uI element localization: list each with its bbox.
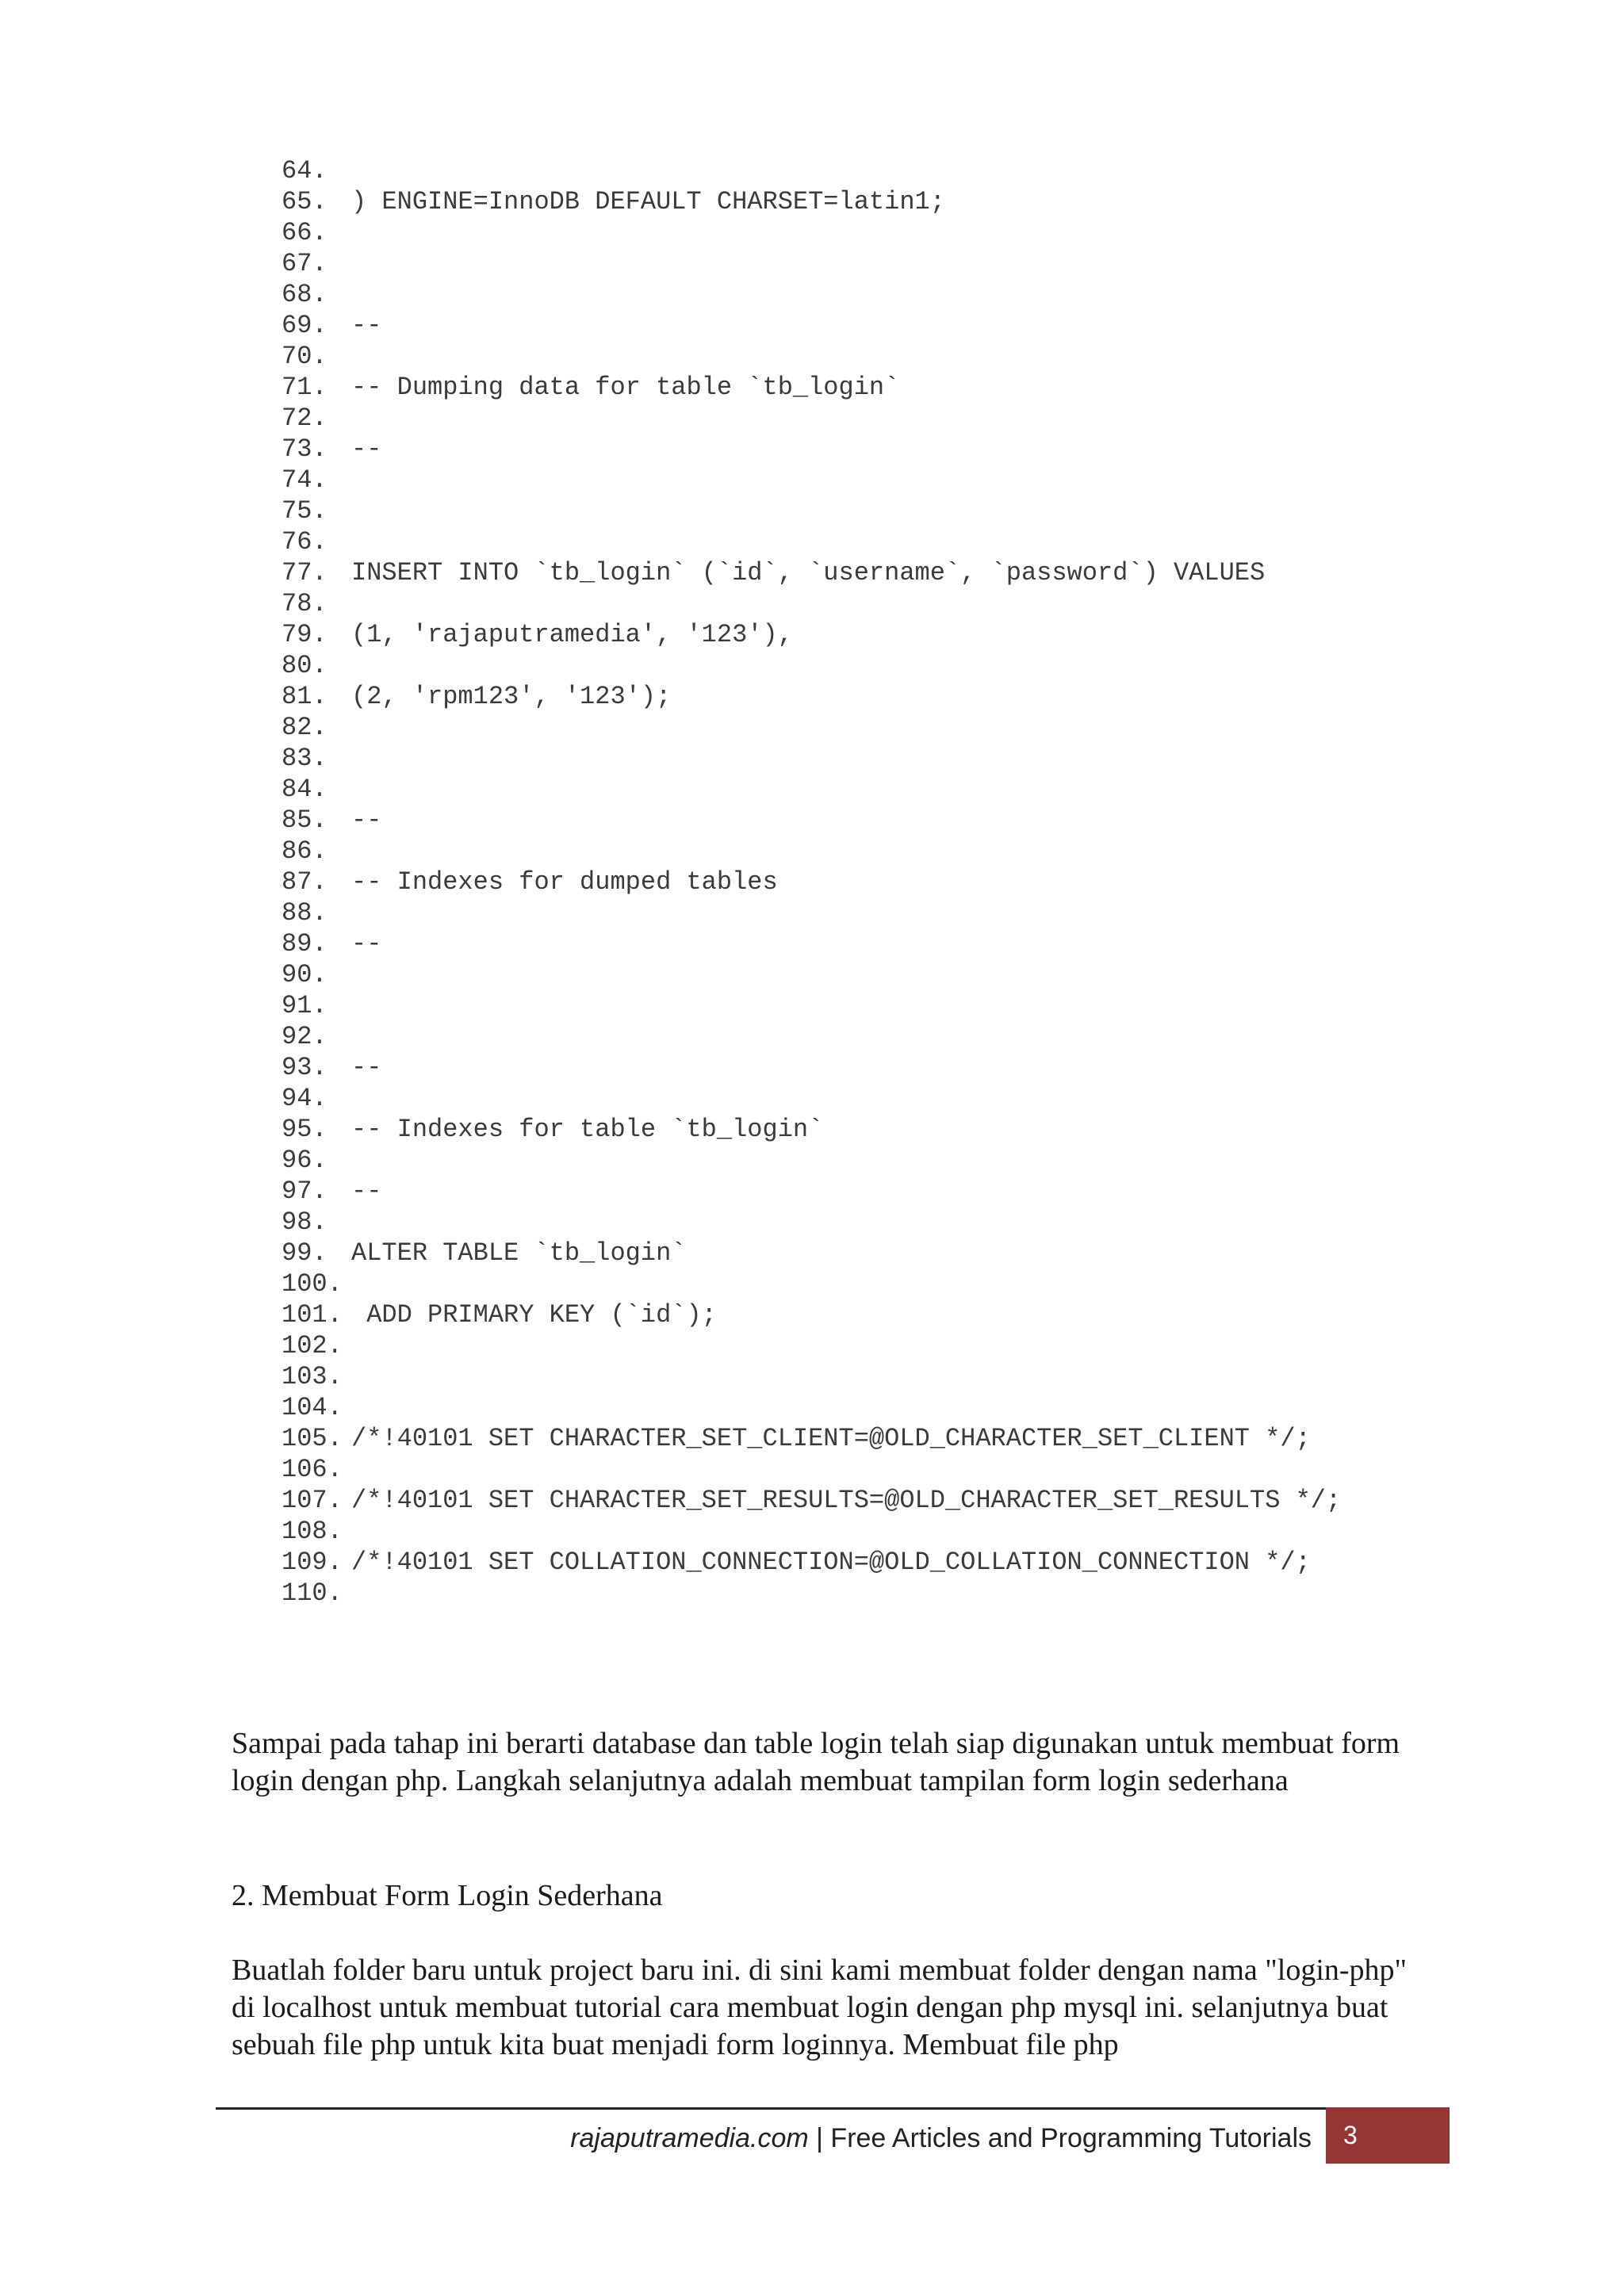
code-text: /*!40101 SET CHARACTER_SET_CLIENT=@OLD_CHARACTER_SET_CLIENT */; [351,1424,1311,1453]
code-line [282,1330,1341,1361]
code-line [282,681,1341,712]
line-number: 98. [282,1207,327,1237]
code-line [282,217,1341,248]
line-number: 97. [282,1177,327,1206]
code-line [282,403,1341,434]
line-number: 82. [282,713,327,742]
code-line [282,526,1341,557]
line-number: 78. [282,589,327,618]
line-number: 74. [282,465,327,495]
code-line [282,1361,1341,1392]
code-line [282,650,1341,681]
code-line [282,588,1341,619]
code-line [282,1392,1341,1423]
code-line [282,1145,1341,1176]
line-number: 72. [282,404,327,433]
code-text: ALTER TABLE `tb_login` [351,1238,687,1268]
line-number: 65. [282,187,327,216]
code-line [282,1516,1341,1547]
code-line [282,434,1341,465]
line-number: 110. [282,1578,343,1608]
code-line [282,712,1341,743]
code-line [282,836,1341,867]
code-text: -- Dumping data for table `tb_login` [351,373,900,402]
line-number: 105. [282,1424,343,1453]
code-text: ADD PRIMARY KEY (`id`); [351,1300,717,1330]
footer-text [570,2115,1312,2161]
code-line [282,279,1341,310]
code-line [282,774,1341,805]
line-number: 89. [282,929,327,959]
line-number: 64. [282,156,327,186]
line-number: 93. [282,1053,327,1082]
code-line [282,1176,1341,1207]
code-line [282,1269,1341,1299]
code-line [282,1207,1341,1238]
code-line [282,1578,1341,1609]
code-line [282,248,1341,279]
line-number: 81. [282,682,327,711]
code-text: INSERT INTO `tb_login` (`id`, `username`, `password`) VALUES [351,558,1266,587]
code-line [282,1021,1341,1052]
body-paragraph-instructions: Buatlah folder baru untuk project baru ini. di sini kami membuat folder dengan nama "login-php" di localhost untuk membuat tutorial cara membuat login dengan php mysql ini. selanjutnya buat sebuah file php untuk kita buat menjadi form loginnya. Membuat file php [232,1954,1408,2061]
code-line [282,897,1341,928]
line-number: 104. [282,1393,343,1422]
line-number: 80. [282,651,327,680]
code-line [282,1114,1341,1145]
footer-tagline: Free Articles and Programming Tutorials [830,2123,1312,2153]
code-line [282,341,1341,372]
line-number: 95. [282,1115,327,1144]
code-line [282,372,1341,403]
line-number: 79. [282,620,327,649]
code-line [282,1423,1341,1454]
code-line [282,805,1341,836]
code-text: -- [351,1053,382,1082]
code-line [282,155,1341,186]
footer-site-name: rajaputramedia.com [570,2123,809,2153]
code-line [282,619,1341,650]
code-line [282,557,1341,588]
code-text: (2, 'rpm123', '123'); [351,682,672,711]
code-text: -- Indexes for table `tb_login` [351,1115,824,1144]
code-text: /*!40101 SET COLLATION_CONNECTION=@OLD_COLLATION_CONNECTION */; [351,1548,1311,1577]
line-number: 99. [282,1238,327,1268]
line-number: 66. [282,218,327,247]
code-line [282,1052,1341,1083]
code-line [282,465,1341,496]
line-number: 92. [282,1022,327,1051]
line-number: 83. [282,744,327,773]
code-line [282,743,1341,774]
line-number: 108. [282,1517,343,1546]
code-line [282,496,1341,526]
line-number: 70. [282,342,327,371]
line-number: 73. [282,434,327,464]
line-number: 68. [282,280,327,309]
code-text: (1, 'rajaputramedia', '123'), [351,620,793,649]
code-line [282,959,1341,990]
page-number: 3 [1326,2107,1450,2164]
line-number: 107. [282,1486,343,1515]
line-number: 102. [282,1331,343,1360]
section-heading: 2. Membuat Form Login Sederhana [232,1879,663,1912]
line-number: 109. [282,1548,343,1577]
code-line [282,1299,1341,1330]
line-number: 100. [282,1269,343,1299]
code-listing [282,155,1341,1609]
body-paragraph-intro: Sampai pada tahap ini berarti database dan table login telah siap digunakan untuk membuat form login dengan php. Langkah selanjutnya adalah membuat tampilan form login sederhana [232,1727,1400,1797]
code-text: -- [351,929,382,959]
code-text: -- [351,311,382,340]
code-text: /*!40101 SET CHARACTER_SET_RESULTS=@OLD_CHARACTER_SET_RESULTS */; [351,1486,1342,1515]
code-line [282,1454,1341,1485]
code-text: -- [351,1177,382,1206]
line-number: 86. [282,836,327,866]
line-number: 75. [282,496,327,526]
line-number: 76. [282,527,327,557]
line-number: 87. [282,867,327,897]
code-line [282,928,1341,959]
line-number: 94. [282,1084,327,1113]
line-number: 90. [282,960,327,989]
line-number: 106. [282,1455,343,1484]
line-number: 71. [282,373,327,402]
line-number: 88. [282,898,327,928]
code-text: -- [351,434,382,464]
code-line [282,867,1341,897]
code-line [282,1485,1341,1516]
code-line [282,186,1341,217]
code-line [282,1238,1341,1269]
line-number: 101. [282,1300,343,1330]
line-number: 69. [282,311,327,340]
line-number: 103. [282,1362,343,1391]
line-number: 96. [282,1146,327,1175]
line-number: 85. [282,806,327,835]
line-number: 84. [282,775,327,804]
line-number: 77. [282,558,327,587]
line-number: 91. [282,991,327,1020]
footer-divider [216,2107,1326,2110]
footer-separator: | [808,2123,831,2153]
code-text: -- [351,806,382,835]
code-text: ) ENGINE=InnoDB DEFAULT CHARSET=latin1; [351,187,945,216]
code-text: -- Indexes for dumped tables [351,867,778,897]
code-line [282,1547,1341,1578]
line-number: 67. [282,249,327,278]
code-line [282,1083,1341,1114]
code-line [282,990,1341,1021]
code-line [282,310,1341,341]
